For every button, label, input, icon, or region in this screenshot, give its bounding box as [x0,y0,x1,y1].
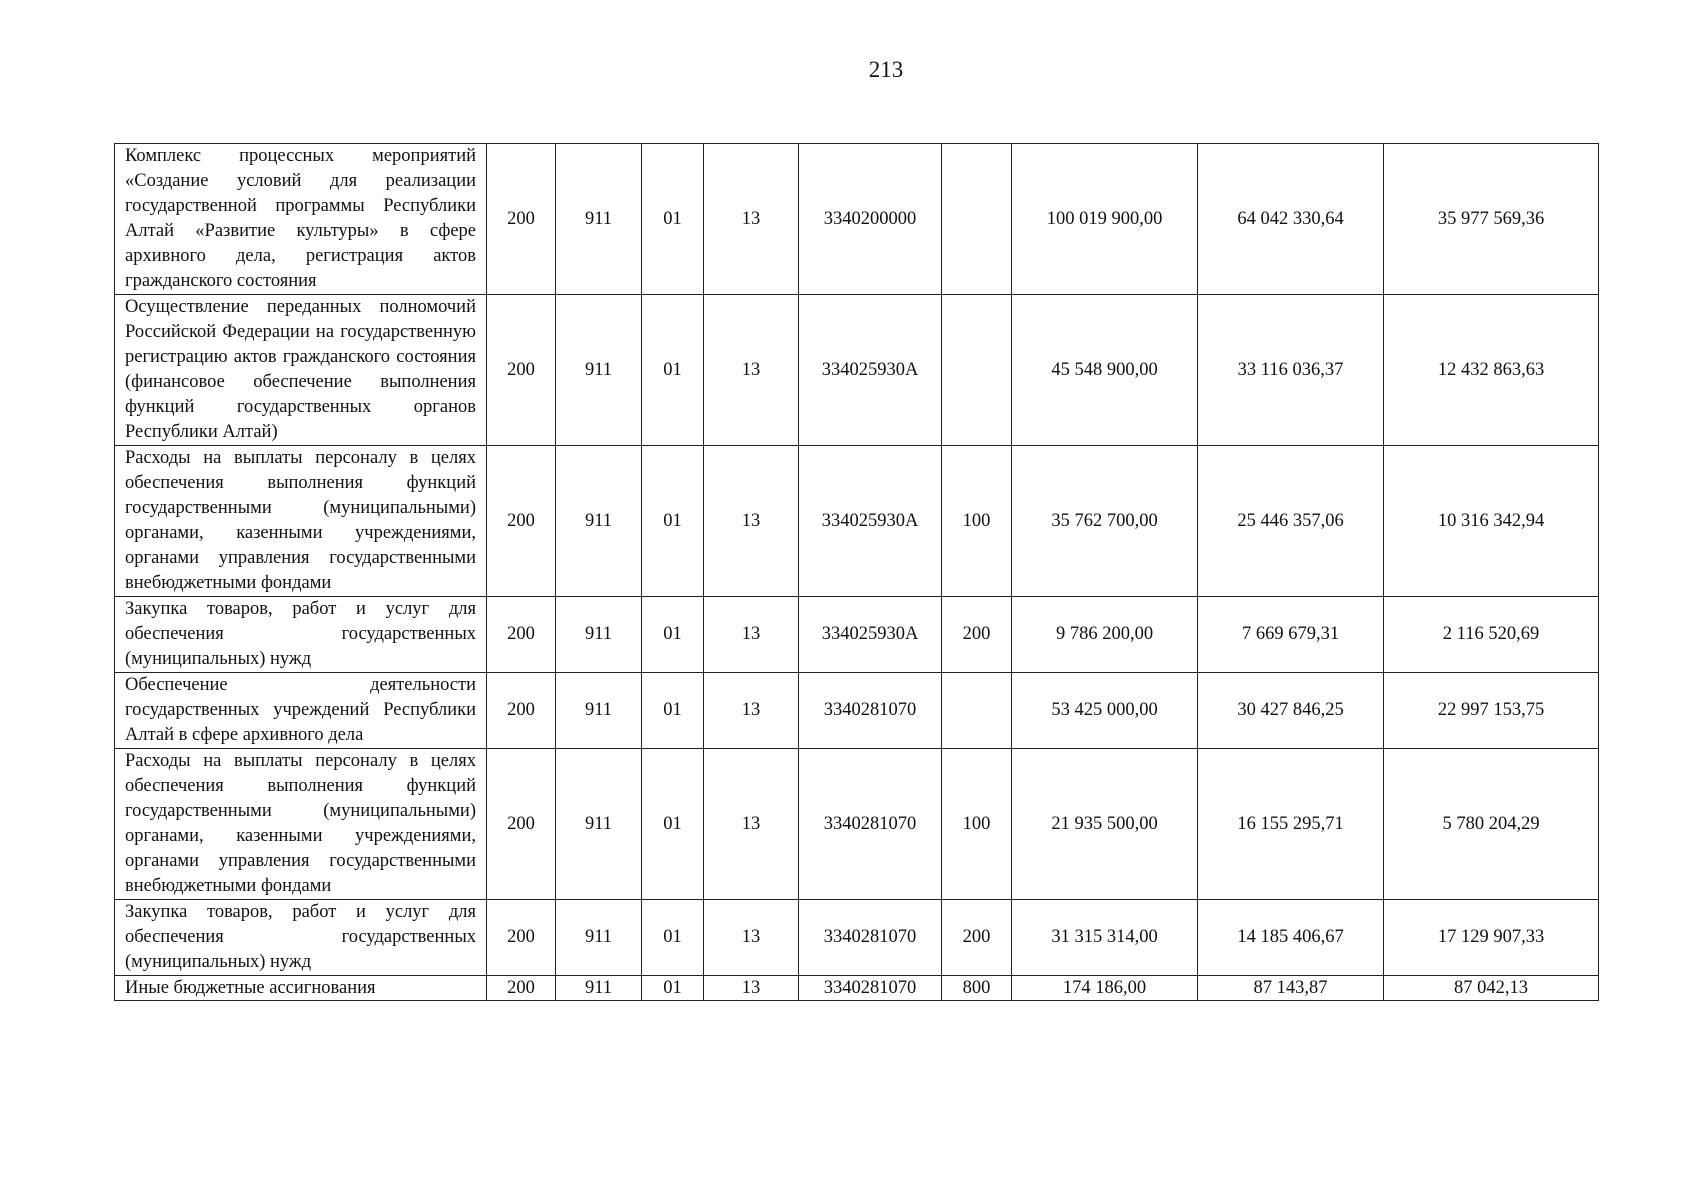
table-row [115,597,1599,673]
remainder-amount-cell: 5 780 204,29 [1384,749,1599,900]
ministry-code-cell: 911 [556,976,642,1001]
subsection-code-cell: 13 [704,900,799,976]
ministry-code-cell: 911 [556,673,642,749]
plan-amount-cell: 45 548 900,00 [1012,295,1198,446]
remainder-amount-cell: 12 432 863,63 [1384,295,1599,446]
ministry-code-cell: 911 [556,144,642,295]
expense-type-cell: 200 [942,597,1012,673]
table-body [115,144,1599,1001]
expense-type-cell: 800 [942,976,1012,1001]
target-article-cell: 3340200000 [799,144,942,295]
subsection-code-cell: 13 [704,749,799,900]
code-200-cell: 200 [487,673,556,749]
remainder-amount-cell: 17 129 907,33 [1384,900,1599,976]
section-code-cell: 01 [642,295,704,446]
target-article-cell: 334025930А [799,446,942,597]
section-code-cell: 01 [642,900,704,976]
actual-amount-cell: 25 446 357,06 [1198,446,1384,597]
actual-amount-cell: 87 143,87 [1198,976,1384,1001]
plan-amount-cell: 21 935 500,00 [1012,749,1198,900]
section-code-cell: 01 [642,673,704,749]
code-200-cell: 200 [487,597,556,673]
code-200-cell: 200 [487,749,556,900]
ministry-code-cell: 911 [556,597,642,673]
target-article-cell: 3340281070 [799,749,942,900]
code-200-cell: 200 [487,446,556,597]
plan-amount-cell: 9 786 200,00 [1012,597,1198,673]
row-name-cell: Обеспечение деятельности государственных учреждений Республики Алтай в сфере архивного дела [115,673,487,749]
subsection-code-cell: 13 [704,673,799,749]
expense-type-cell: 100 [942,446,1012,597]
target-article-cell: 3340281070 [799,900,942,976]
plan-amount-cell: 53 425 000,00 [1012,673,1198,749]
actual-amount-cell: 33 116 036,37 [1198,295,1384,446]
target-article-cell: 3340281070 [799,976,942,1001]
plan-amount-cell: 35 762 700,00 [1012,446,1198,597]
table-row [115,749,1599,900]
ministry-code-cell: 911 [556,446,642,597]
subsection-code-cell: 13 [704,144,799,295]
code-200-cell: 200 [487,144,556,295]
ministry-code-cell: 911 [556,749,642,900]
table-row [115,446,1599,597]
subsection-code-cell: 13 [704,295,799,446]
table-row [115,144,1599,295]
code-200-cell: 200 [487,900,556,976]
row-name-cell: Расходы на выплаты персоналу в целях обеспечения выполнения функций государственными (муниципальными) органами, казенными учреждениями, органами управления государственными внебюджетными фондами [115,749,487,900]
expense-type-cell [942,673,1012,749]
target-article-cell: 3340281070 [799,673,942,749]
budget-table [114,143,1599,1001]
target-article-cell: 334025930А [799,295,942,446]
code-200-cell: 200 [487,976,556,1001]
ministry-code-cell: 911 [556,295,642,446]
table-row [115,976,1599,1001]
expense-type-cell [942,144,1012,295]
expense-type-cell: 200 [942,900,1012,976]
subsection-code-cell: 13 [704,446,799,597]
expense-type-cell [942,295,1012,446]
actual-amount-cell: 30 427 846,25 [1198,673,1384,749]
section-code-cell: 01 [642,597,704,673]
row-name-cell: Осуществление переданных полномочий Российской Федерации на государственную регистрацию актов гражданского состояния (финансовое обеспечение выполнения функций государственных органов Республики Алтай) [115,295,487,446]
actual-amount-cell: 16 155 295,71 [1198,749,1384,900]
code-200-cell: 200 [487,295,556,446]
plan-amount-cell: 31 315 314,00 [1012,900,1198,976]
plan-amount-cell: 100 019 900,00 [1012,144,1198,295]
actual-amount-cell: 7 669 679,31 [1198,597,1384,673]
section-code-cell: 01 [642,446,704,597]
actual-amount-cell: 14 185 406,67 [1198,900,1384,976]
page-number: 213 [868,57,904,82]
row-name-cell: Комплекс процессных мероприятий «Создание условий для реализации государственной программы Республики Алтай «Развитие культуры» в сфере архивного дела, регистрация актов гражданского состояния [115,144,487,295]
plan-amount-cell: 174 186,00 [1012,976,1198,1001]
remainder-amount-cell: 87 042,13 [1384,976,1599,1001]
ministry-code-cell: 911 [556,900,642,976]
row-name-cell: Закупка товаров, работ и услуг для обеспечения государственных (муниципальных) нужд [115,900,487,976]
remainder-amount-cell: 22 997 153,75 [1384,673,1599,749]
table-row [115,900,1599,976]
actual-amount-cell: 64 042 330,64 [1198,144,1384,295]
expense-type-cell: 100 [942,749,1012,900]
remainder-amount-cell: 2 116 520,69 [1384,597,1599,673]
row-name-cell: Закупка товаров, работ и услуг для обеспечения государственных (муниципальных) нужд [115,597,487,673]
row-name-cell: Расходы на выплаты персоналу в целях обеспечения выполнения функций государственными (муниципальными) органами, казенными учреждениями, органами управления государственными внебюджетными фондами [115,446,487,597]
row-name-cell: Иные бюджетные ассигнования [115,976,487,1001]
subsection-code-cell: 13 [704,976,799,1001]
section-code-cell: 01 [642,976,704,1001]
table-row [115,295,1599,446]
remainder-amount-cell: 10 316 342,94 [1384,446,1599,597]
table-row [115,673,1599,749]
section-code-cell: 01 [642,749,704,900]
remainder-amount-cell: 35 977 569,36 [1384,144,1599,295]
section-code-cell: 01 [642,144,704,295]
subsection-code-cell: 13 [704,597,799,673]
target-article-cell: 334025930А [799,597,942,673]
